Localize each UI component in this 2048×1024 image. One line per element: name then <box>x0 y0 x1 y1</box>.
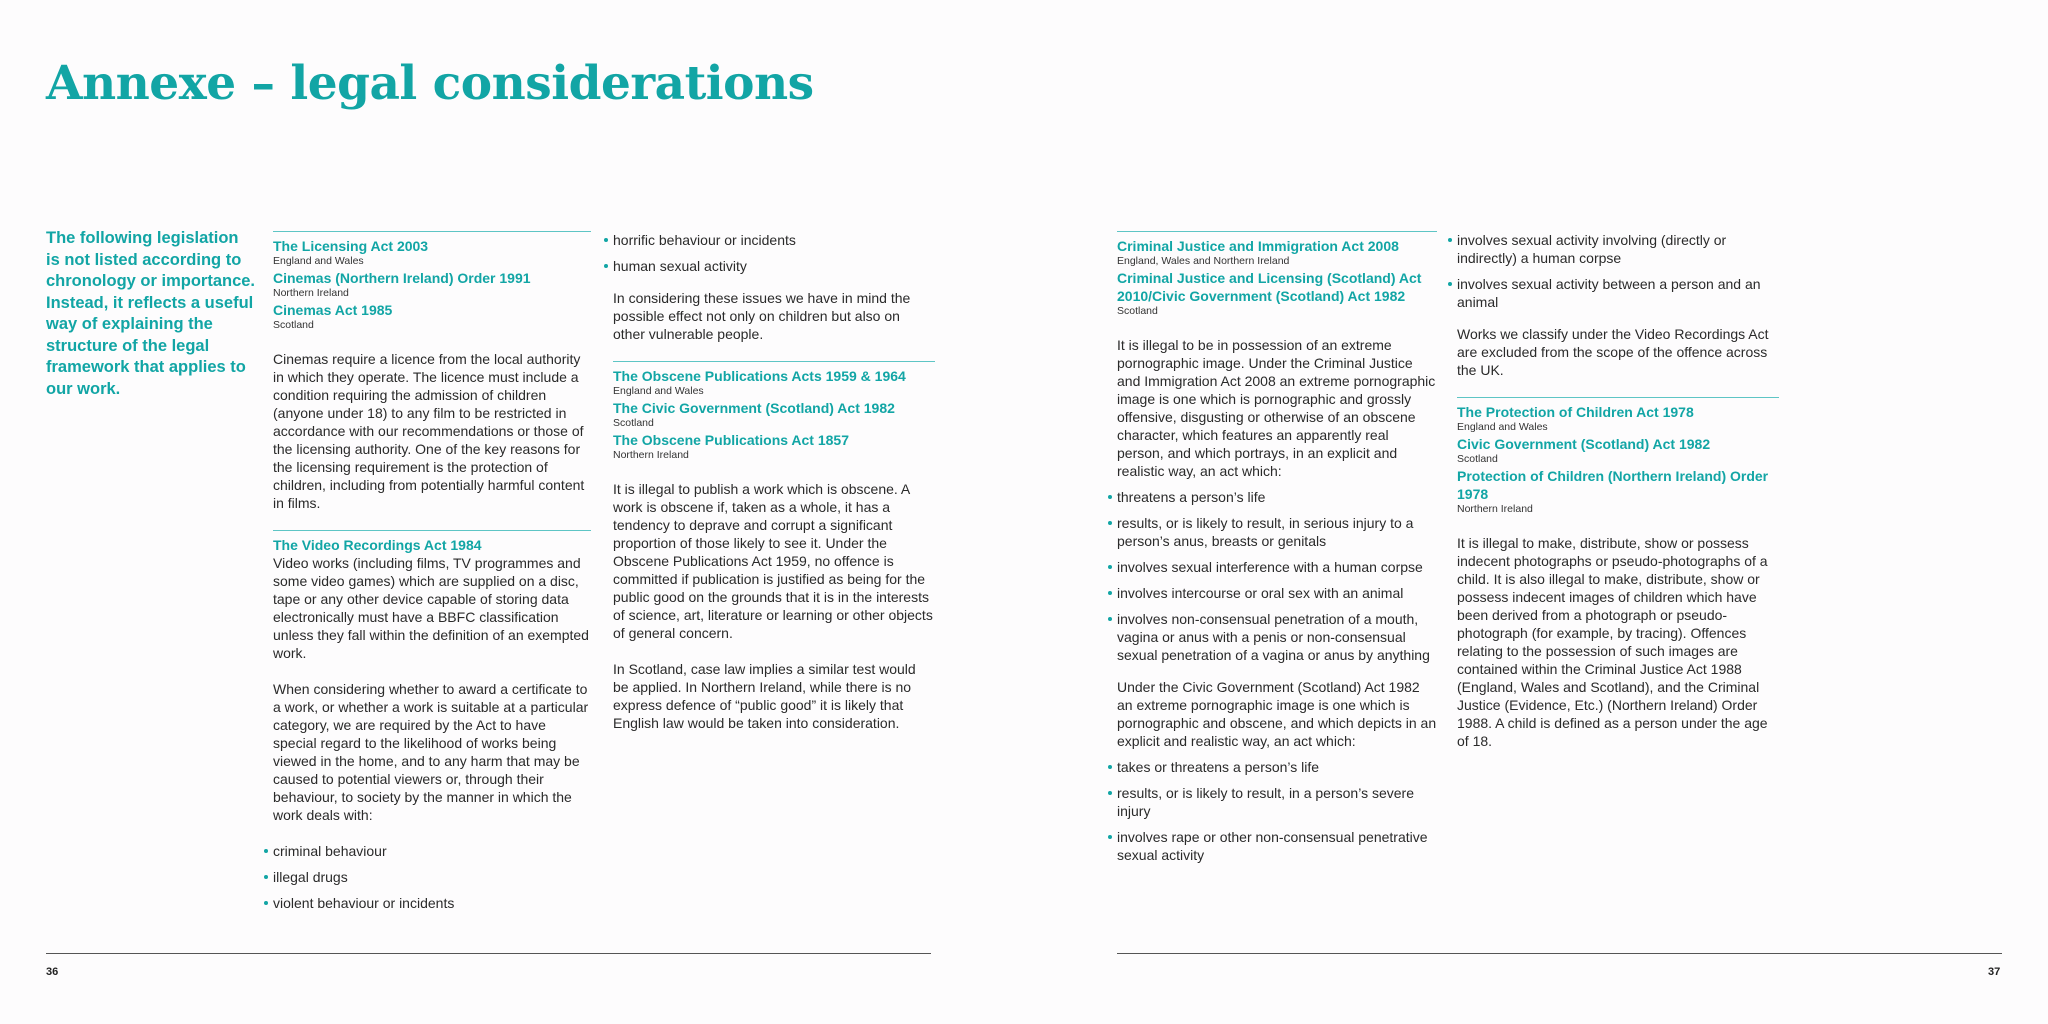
body-paragraph: In Scotland, case law implies a similar test would be applied. In Northern Ireland, while there is no express defence of “public good” it is likely that English law would be taken into consideration. <box>613 661 916 731</box>
list-item: involves non-consensual penetration of a mouth, vagina or anus with a penis or non-consensual sexual penetration of a vagina or anus by anything <box>1117 610 1437 664</box>
act-region: England and Wales <box>273 255 364 267</box>
act-title: Criminal Justice and Immigration Act 2008 <box>1117 238 1399 254</box>
page-number-right: 37 <box>1988 966 2001 978</box>
act-list-children <box>1457 403 1779 516</box>
act-region: Scotland <box>1117 305 1158 317</box>
column-3 <box>1117 231 1437 882</box>
act-region: England, Wales and Northern Ireland <box>1117 255 1290 267</box>
act-title: Criminal Justice and Licensing (Scotland) Act 2010/Civic Government (Scotland) Act 1982 <box>1117 270 1422 304</box>
bullet-list <box>613 231 935 275</box>
act-title: The Protection of Children Act 1978 <box>1457 404 1694 420</box>
section-divider <box>273 231 591 232</box>
list-item: horrific behaviour or incidents <box>613 231 935 249</box>
body-paragraph: Video works (including films, TV programmes and some video games) which are supplied on a disc, tape or any other device capable of storing data electronically must have a BBFC classification unless they fall within the definition of an exempted work. <box>273 555 589 661</box>
act-region: Scotland <box>613 417 654 429</box>
section-divider <box>1117 231 1437 232</box>
footer-rule-left <box>46 953 931 954</box>
bullet-list <box>273 842 591 912</box>
intro-text: The following legislation is not listed according to chronology or importance. Instead, it reflects a useful way of explaining the structure of the legal framework that applies to our work. <box>46 229 256 398</box>
act-title: Civic Government (Scotland) Act 1982 <box>1457 436 1711 452</box>
footer-rule-right <box>1117 953 2002 954</box>
column-4 <box>1457 231 1779 768</box>
list-item: results, or is likely to result, in a person’s severe injury <box>1117 784 1437 820</box>
body-paragraph: When considering whether to award a certificate to a work, or whether a work is suitable at a particular category, we are required by the Act to have special regard to the likelihood of works being viewed in the home, and to any harm that may be caused to potential viewers or, through their behaviour, to society by the manner in which the work deals with: <box>273 681 589 823</box>
list-item: violent behaviour or incidents <box>273 894 591 912</box>
list-item: human sexual activity <box>613 257 935 275</box>
act-region: Northern Ireland <box>613 449 689 461</box>
column-2 <box>613 231 935 750</box>
act-title: The Licensing Act 2003 <box>273 238 429 254</box>
act-list-obscene <box>613 367 935 462</box>
body-paragraph: It is illegal to make, distribute, show or possess indecent photographs or pseudo-photographs of a child. It is also illegal to make, distribute, show or possess indecent images of children which have been derived from a photograph or pseudo-photograph (for example, by tracing). Offences relating to the possession of such images are contained within the Criminal Justice Act 1988 (England, Wales and Scotland), and the Criminal Justice (Evidence, Etc.) (Northern Ireland) Order 1988. A child is defined as a person under the age of 18. <box>1457 535 1768 749</box>
list-item: involves sexual activity involving (directly or indirectly) a human corpse <box>1457 231 1779 267</box>
list-item: involves sexual activity between a person and an animal <box>1457 275 1779 311</box>
act-region: England and Wales <box>613 385 704 397</box>
list-item: involves rape or other non-consensual penetrative sexual activity <box>1117 828 1437 864</box>
body-paragraph: In considering these issues we have in mind the possible effect not only on children but also on other vulnerable people. <box>613 290 911 342</box>
act-list-licensing <box>273 237 591 332</box>
act-title: The Obscene Publications Acts 1959 & 1964 <box>613 368 906 384</box>
list-item: involves sexual interference with a human corpse <box>1117 558 1437 576</box>
act-region: Northern Ireland <box>273 287 349 299</box>
column-1 <box>273 231 591 930</box>
act-title: The Civic Government (Scotland) Act 1982 <box>613 400 895 416</box>
bullet-list <box>1117 488 1437 664</box>
bullet-list <box>1457 231 1779 311</box>
act-title: Protection of Children (Northern Ireland) Order 1978 <box>1457 468 1769 502</box>
body-paragraph: Cinemas require a licence from the local authority in which they operate. The licence must include a condition requiring the admission of children (anyone under 18) to any film to be restricted in accordance with our recommendations or those of the licensing authority. One of the key reasons for the licensing requirement is the protection of children, including from potentially harmful content in films. <box>273 351 585 511</box>
page-title: Annexe – legal considerations <box>46 56 814 111</box>
section-divider <box>613 361 935 362</box>
act-title: Cinemas (Northern Ireland) Order 1991 <box>273 270 531 286</box>
bullet-list <box>1117 758 1437 864</box>
list-item: illegal drugs <box>273 868 591 886</box>
body-paragraph: It is illegal to publish a work which is obscene. A work is obscene if, taken as a whole, it has a tendency to deprave and corrupt a significant proportion of those likely to see it. Under the Obscene Publications Act 1959, no offence is committed if publication is justified as being for the public good on the grounds that it is in the interests of science, art, literature or learning or other objects of general concern. <box>613 481 933 641</box>
body-paragraph: Works we classify under the Video Recordings Act are excluded from the scope of the offence across the UK. <box>1457 326 1769 378</box>
list-item: results, or is likely to result, in serious injury to a person’s anus, breasts or genitals <box>1117 514 1437 550</box>
body-paragraph: Under the Civic Government (Scotland) Act 1982 an extreme pornographic image is one which is pornographic and obscene, and which depicts in an explicit and realistic way, an act which: <box>1117 679 1437 749</box>
page-number-left: 36 <box>46 966 59 978</box>
list-item: criminal behaviour <box>273 842 591 860</box>
act-title: The Video Recordings Act 1984 <box>273 537 482 553</box>
act-region: Scotland <box>273 319 314 331</box>
list-item: threatens a person’s life <box>1117 488 1437 506</box>
section-divider <box>1457 397 1779 398</box>
act-region: Northern Ireland <box>1457 503 1533 515</box>
act-region: England and Wales <box>1457 421 1548 433</box>
act-list-extreme <box>1117 237 1437 318</box>
list-item: takes or threatens a person’s life <box>1117 758 1437 776</box>
act-title: Cinemas Act 1985 <box>273 302 393 318</box>
body-paragraph: It is illegal to be in possession of an extreme pornographic image. Under the Criminal Justice and Immigration Act 2008 an extreme pornographic image is one which is pornographic and grossly offensive, disgusting or otherwise of an obscene character, which features an apparently real person, and which portrays, in an explicit and realistic way, an act which: <box>1117 337 1436 479</box>
section-divider <box>273 530 591 531</box>
list-item: involves intercourse or oral sex with an animal <box>1117 584 1437 602</box>
act-title: The Obscene Publications Act 1857 <box>613 432 850 448</box>
act-region: Scotland <box>1457 453 1498 465</box>
